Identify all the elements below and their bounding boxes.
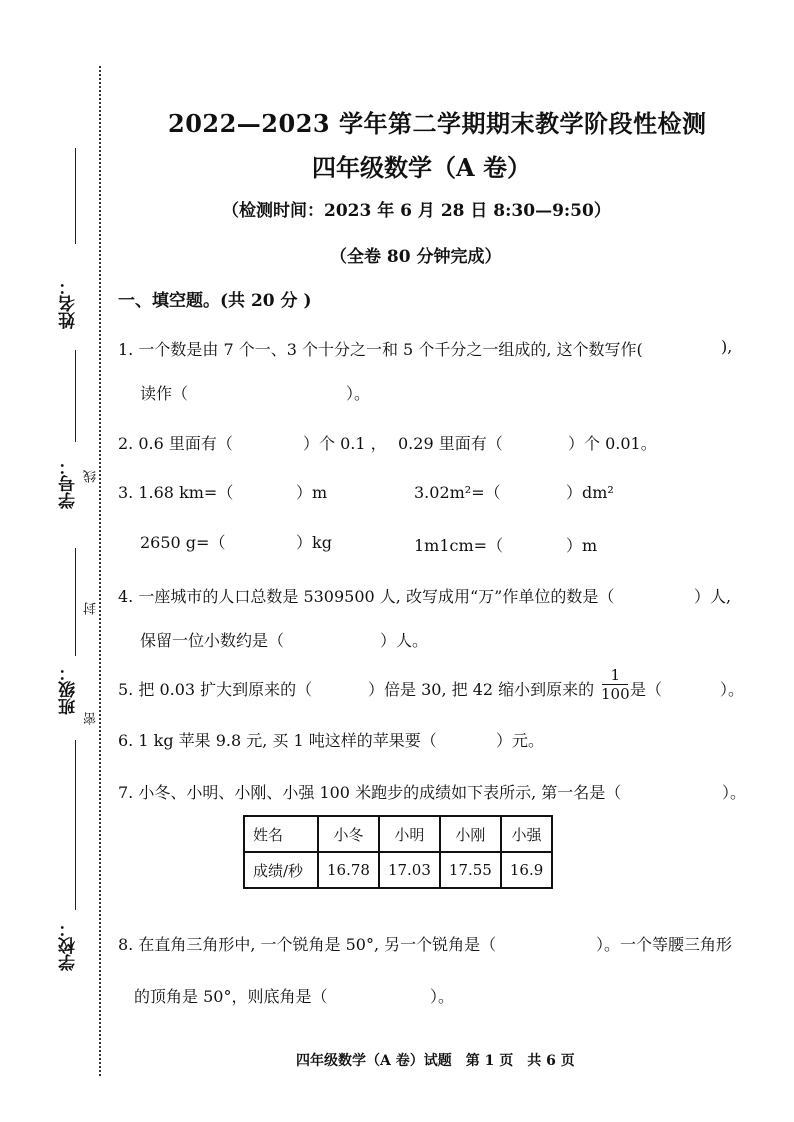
exam-time-note: （检测时间：2023 年 6 月 28 日 8:30—9:50） bbox=[222, 201, 611, 221]
q8-line2-end: ）。 bbox=[430, 987, 455, 1006]
seal-char-secret: 密 bbox=[84, 712, 99, 725]
class-label: 班级： bbox=[59, 664, 79, 715]
table-cell: 17.55 bbox=[440, 852, 501, 888]
q7-line-end: ）。 bbox=[722, 783, 747, 802]
table-row-names bbox=[244, 816, 552, 852]
q6-part-a: 6. 1 kg 苹果 9.8 元, 买 1 吨这样的苹果要（ bbox=[118, 731, 437, 750]
q5-fraction-numerator: 1 bbox=[610, 666, 621, 684]
q3-part-g: 1m1cm=（ bbox=[414, 536, 504, 555]
exam-duration-note: （全卷 80 分钟完成） bbox=[330, 247, 502, 267]
q8-line2: 的顶角是 50°，则底角是（ bbox=[134, 987, 328, 1006]
seal-dotted-line bbox=[99, 66, 101, 1076]
table-cell: 16.9 bbox=[501, 852, 552, 888]
table-cell: 小明 bbox=[379, 816, 440, 852]
id-blank-line bbox=[75, 350, 76, 442]
q5-fraction bbox=[601, 666, 630, 703]
q1-line1: 1. 一个数是由 7 个一、3 个十分之一和 5 个千分之一组成的, 这个数写作( bbox=[118, 340, 643, 359]
q4-line2-end: ）人。 bbox=[380, 631, 429, 650]
q5-part-a: 5. 把 0.03 扩大到原来的（ bbox=[118, 680, 313, 699]
q4-line1-end: ）人, bbox=[694, 587, 732, 606]
name-label: 姓名： bbox=[59, 278, 79, 329]
table-cell: 成绩/秒 bbox=[244, 852, 318, 888]
q4-line2: 保留一位小数约是（ bbox=[140, 631, 285, 650]
class-blank-line bbox=[75, 548, 76, 656]
q8-line1: 8. 在直角三角形中, 一个锐角是 50°, 另一个锐角是（ bbox=[118, 935, 497, 954]
q7-line: 7. 小冬、小明、小刚、小强 100 米跑步的成绩如下表所示, 第一名是（ bbox=[118, 783, 622, 802]
q3-part-a: 3. 1.68 km=（ bbox=[118, 483, 234, 502]
q2-part-c: 0.29 里面有（ bbox=[398, 434, 503, 453]
seal-char-line: 线 bbox=[84, 470, 99, 483]
q5-part-c: 是（ bbox=[630, 680, 663, 699]
page-footer: 四年级数学（A 卷）试题 第 1 页 共 6 页 bbox=[296, 1053, 575, 1069]
q1-line1-end: ), bbox=[721, 337, 733, 356]
q1-line2: 读作（ bbox=[140, 384, 189, 403]
school-blank-line bbox=[75, 740, 76, 910]
q1-line2-end: ）。 bbox=[346, 384, 371, 403]
q3-part-f: ）kg bbox=[296, 533, 332, 552]
seal-char-seal: 封 bbox=[84, 602, 99, 615]
q5-part-d: ）。 bbox=[720, 680, 745, 699]
q6-part-b: ）元。 bbox=[496, 731, 545, 750]
q3-part-h: ）m bbox=[566, 536, 598, 555]
q3-part-b: ）m bbox=[296, 483, 328, 502]
id-label: 学号： bbox=[59, 458, 79, 509]
exam-subtitle: 四年级数学（A 卷） bbox=[312, 153, 531, 182]
q5-part-b: ）倍是 30, 把 42 缩小到原来的 bbox=[368, 680, 595, 699]
section-heading: 一、填空题。(共 20 分 ) bbox=[118, 291, 312, 311]
name-blank-line bbox=[75, 148, 76, 244]
q8-line1-end: ）。一个等腰三角形 bbox=[596, 935, 733, 954]
q3-part-e: 2650 g=（ bbox=[140, 533, 226, 552]
q3-part-d: ）dm² bbox=[566, 483, 614, 502]
table-cell: 姓名 bbox=[244, 816, 318, 852]
q2-part-d: ）个 0.01。 bbox=[568, 434, 657, 453]
table-cell: 17.03 bbox=[379, 852, 440, 888]
q5-fraction-denominator: 100 bbox=[601, 685, 630, 703]
q4-line1: 4. 一座城市的人口总数是 5309500 人, 改写成用“万”作单位的数是（ bbox=[118, 587, 615, 606]
exam-title: 2022—2023 学年第二学期期末教学阶段性检测 bbox=[168, 109, 707, 138]
running-score-table bbox=[243, 815, 553, 889]
q2-part-b: ）个 0.1 ， bbox=[303, 434, 387, 453]
table-row-scores bbox=[244, 852, 552, 888]
table-cell: 小冬 bbox=[318, 816, 379, 852]
q2-part-a: 2. 0.6 里面有（ bbox=[118, 434, 233, 453]
table-cell: 小刚 bbox=[440, 816, 501, 852]
school-label: 学校： bbox=[59, 920, 79, 971]
table-cell: 小强 bbox=[501, 816, 552, 852]
q3-part-c: 3.02m²=（ bbox=[414, 483, 501, 502]
table-cell: 16.78 bbox=[318, 852, 379, 888]
